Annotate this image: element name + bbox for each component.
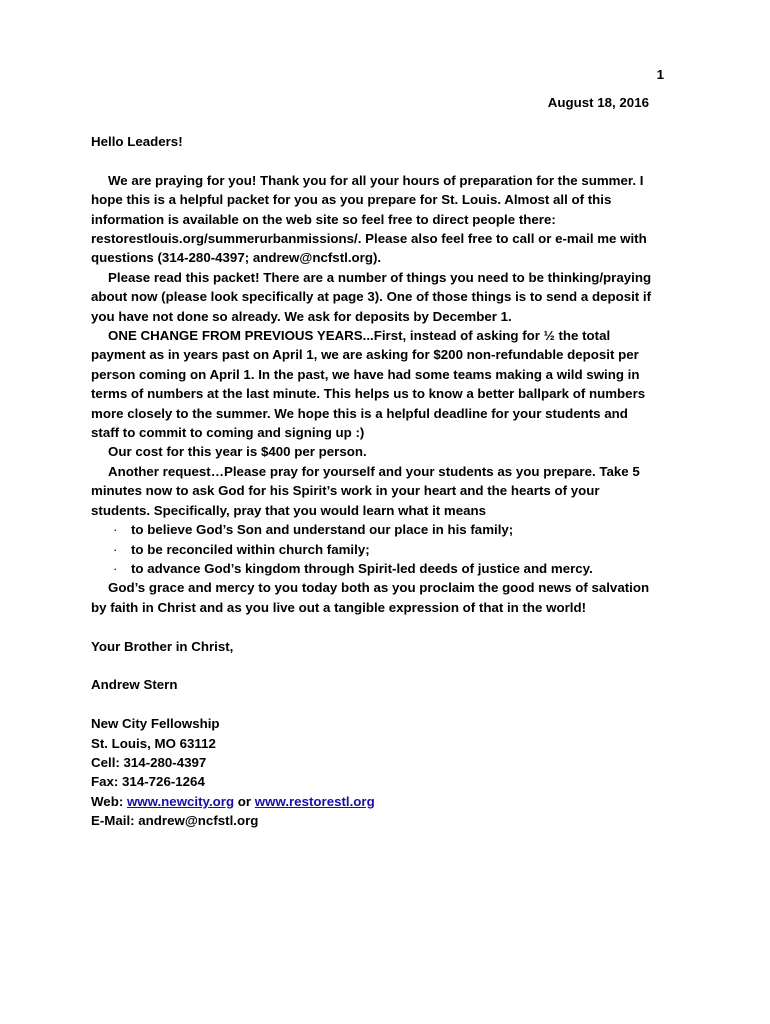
paragraph-2 xyxy=(91,268,686,326)
text-line: ONE CHANGE FROM PREVIOUS YEARS...First, instead of asking for ½ the total xyxy=(108,328,611,344)
list-item xyxy=(91,520,686,539)
text-line: We are praying for you! Thank you for all your hours of preparation for the summer. I xyxy=(108,172,644,188)
list-item-text: to be reconciled within church family; xyxy=(131,541,370,557)
contact-city: St. Louis, MO 63112 xyxy=(91,735,216,751)
signoff: Your Brother in Christ, xyxy=(91,638,234,654)
paragraph-3 xyxy=(91,326,686,442)
list-item-text: to advance God’s kingdom through Spirit-led deeds of justice and mercy. xyxy=(131,560,593,576)
text-line: Our cost for this year is $400 per person. xyxy=(108,444,367,460)
blank-line xyxy=(91,151,686,170)
paragraph-4 xyxy=(91,442,686,461)
text-line: God’s grace and mercy to you today both as you proclaim the good news of salvation xyxy=(108,580,650,596)
web-or: or xyxy=(234,793,255,809)
text-line: more closely to the summer. We hope this is a helpful deadline for your students and xyxy=(91,405,628,421)
text-line: about now (please look specifically at page 3). One of those things is to send a deposit if xyxy=(91,289,652,305)
closing-paragraph xyxy=(91,578,686,617)
blank-line xyxy=(91,617,686,636)
blank-line xyxy=(91,695,686,714)
signer-name: Andrew Stern xyxy=(91,677,178,693)
text-line: payment as in years past on April 1, we are asking for $200 non-refundable deposit per xyxy=(91,347,639,363)
contact-fax: Fax: 314-726-1264 xyxy=(91,774,205,790)
text-line: person coming on April 1. In the past, we have had some teams making a wild swing in xyxy=(91,366,640,382)
text-line: terms of numbers at the last minute. This helps us to know a better ballpark of numbers xyxy=(91,386,646,402)
text-line: Another request…Please pray for yourself and your students as you prepare. Take 5 xyxy=(108,463,640,479)
text-line: hope this is a helpful packet for you as you prepare for St. Louis. Almost all of this xyxy=(91,192,612,208)
list-item-text: to believe God’s Son and understand our place in his family; xyxy=(131,522,514,538)
bullet-dot-icon: · xyxy=(113,560,118,576)
text-line: restorestlouis.org/summerurbanmissions/. Please also feel free to call or e-mail me with xyxy=(91,231,647,247)
paragraph-5 xyxy=(91,462,686,520)
list-item xyxy=(91,540,686,559)
text-line: by faith in Christ and as you live out a tangible expression of that in the world! xyxy=(91,599,586,615)
web-label: Web: xyxy=(91,793,127,809)
paragraph-1 xyxy=(91,171,686,268)
bullet-list xyxy=(91,520,686,578)
text-line: students. Specifically, pray that you would learn what it means xyxy=(91,502,487,518)
page-number: 1 xyxy=(656,67,664,82)
contact-org: New City Fellowship xyxy=(91,716,220,732)
list-item xyxy=(91,559,686,578)
bullet-dot-icon: · xyxy=(113,522,118,538)
blank-line xyxy=(91,656,686,675)
greeting: Hello Leaders! xyxy=(91,134,183,149)
contact-web xyxy=(91,792,686,811)
contact-cell: Cell: 314-280-4397 xyxy=(91,754,207,770)
letter-body xyxy=(91,132,686,831)
newcity-link[interactable]: www.newcity.org xyxy=(126,793,235,809)
text-line: you have not done so already. We ask for deposits by December 1. xyxy=(91,308,512,324)
text-line: Please read this packet! There are a number of things you need to be thinking/praying xyxy=(108,269,652,285)
restorestl-link[interactable]: www.restorestl.org xyxy=(254,793,375,809)
text-line: questions (314-280-4397; andrew@ncfstl.org). xyxy=(91,250,382,266)
text-line: information is available on the web site so feel free to direct people there: xyxy=(91,211,556,227)
text-line: staff to commit to coming and signing up :) xyxy=(91,425,365,441)
letter-date: August 18, 2016 xyxy=(547,95,649,110)
contact-email: E-Mail: andrew@ncfstl.org xyxy=(91,813,259,829)
text-line: minutes now to ask God for his Spirit’s work in your heart and the hearts of your xyxy=(91,483,600,499)
bullet-dot-icon: · xyxy=(113,541,118,557)
contact-block xyxy=(91,714,686,830)
